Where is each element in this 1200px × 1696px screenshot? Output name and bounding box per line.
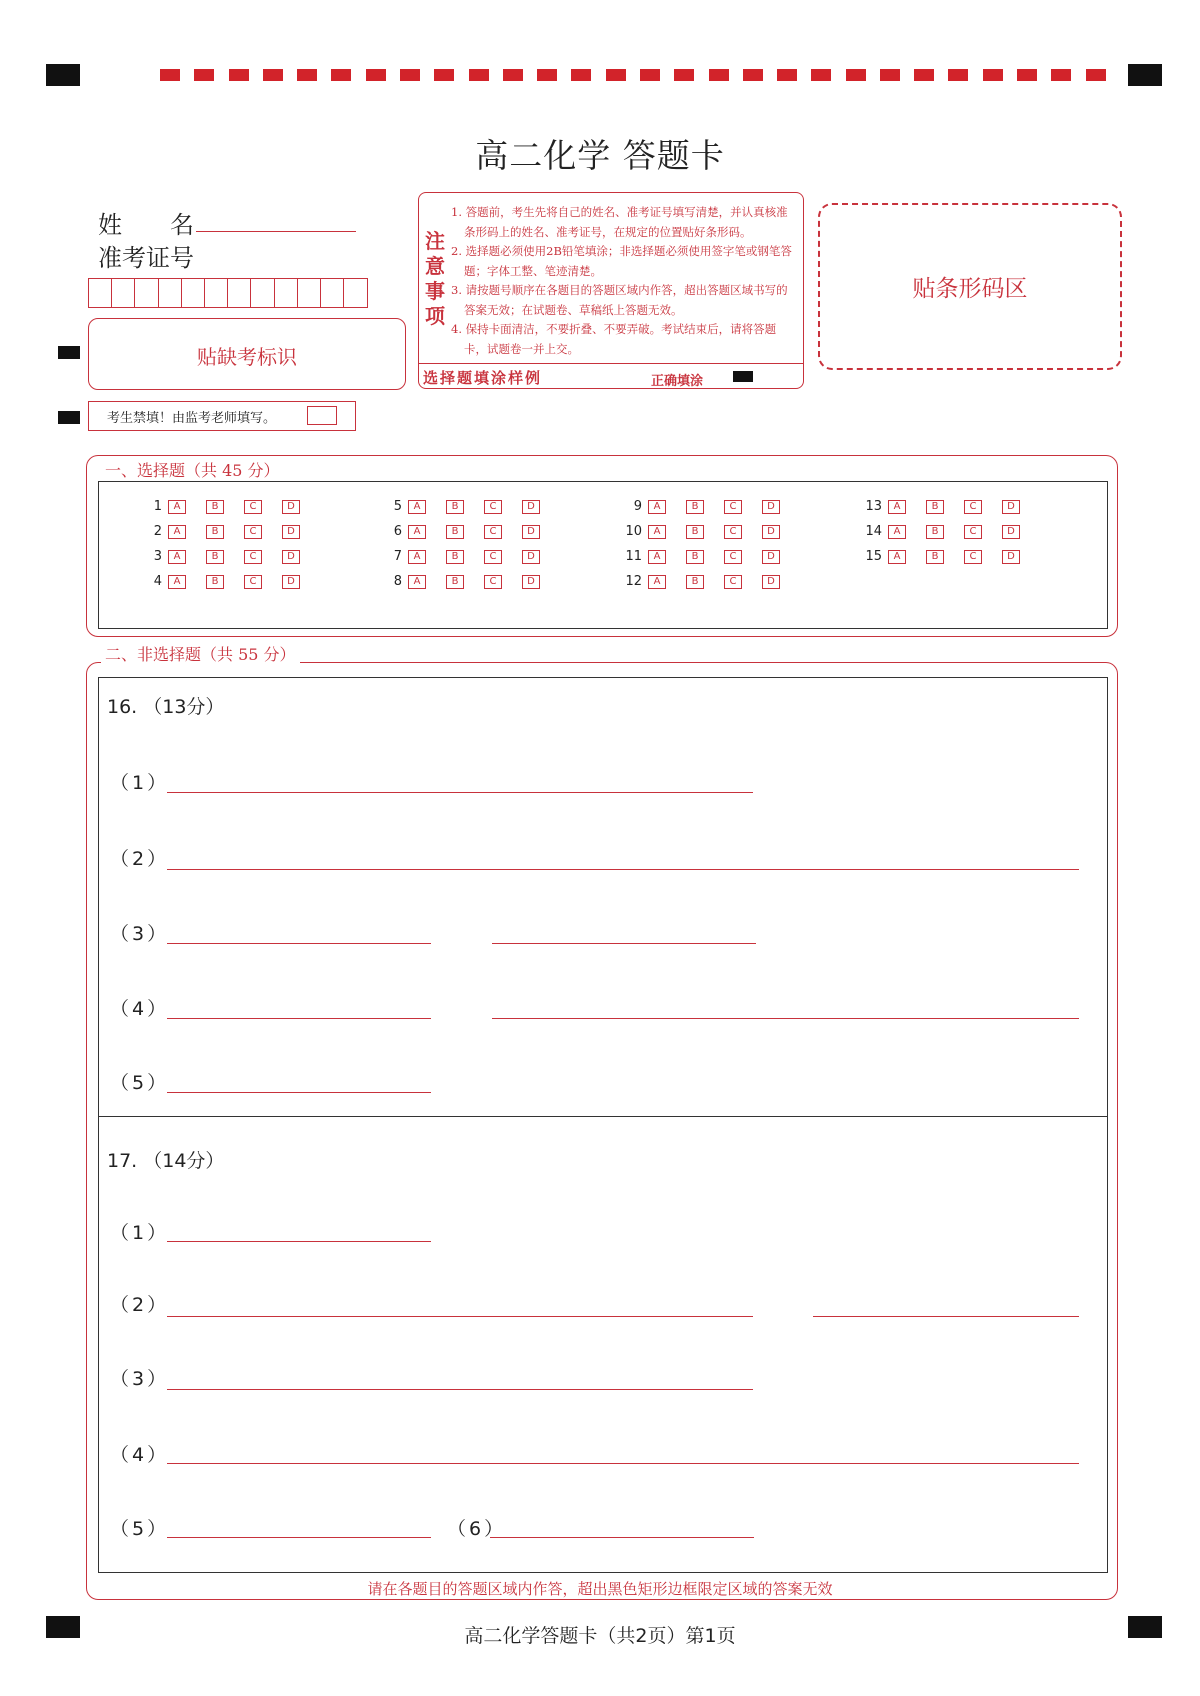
option-b-bubble[interactable]: B — [686, 575, 704, 589]
id-digit-cell[interactable] — [344, 279, 367, 307]
id-number-grid[interactable] — [88, 278, 368, 308]
option-a-bubble[interactable]: A — [408, 575, 426, 589]
q17-2a-answer-line[interactable] — [167, 1316, 753, 1317]
option-a-bubble[interactable]: A — [168, 575, 186, 589]
notice-item: 4. 保持卡面清洁，不要折叠、不要弄破。考试结束后，请将答题卡，试题卷一并上交。 — [451, 322, 777, 356]
q17-sub-5-label: （5） — [110, 1518, 170, 1540]
page-number: 高二化学答题卡（共2页）第1页 — [464, 1625, 736, 1647]
choice-question-14 — [860, 524, 1040, 539]
timing-dash — [434, 69, 454, 81]
option-d-bubble[interactable]: D — [522, 500, 540, 514]
q16-4a-answer-line[interactable] — [167, 1018, 431, 1019]
footer-warning: 请在各题目的答题区域内作答，超出黑色矩形边框限定区域的答案无效 — [367, 1580, 833, 1598]
timing-dash — [983, 69, 1003, 81]
q16-sub-3-label: （3） — [110, 923, 170, 945]
choice-question-13 — [860, 499, 1040, 514]
notice-divider — [419, 363, 803, 364]
question-number: 12 — [625, 574, 642, 589]
q16-sub-1-label: （1） — [110, 772, 170, 794]
q16-1-answer-line[interactable] — [167, 792, 753, 793]
corner-mark-top-right — [1128, 64, 1162, 86]
question-number: 10 — [625, 524, 642, 539]
free-answer-area — [98, 677, 1108, 1573]
option-d-bubble[interactable]: D — [1002, 550, 1020, 564]
option-a-bubble[interactable]: A — [168, 550, 186, 564]
id-label: 准考证号 — [98, 244, 194, 272]
option-d-bubble[interactable]: D — [282, 500, 300, 514]
timing-dash — [229, 69, 249, 81]
option-a-bubble[interactable]: A — [648, 550, 666, 564]
option-c-bubble[interactable]: C — [484, 575, 502, 589]
proctor-note-box — [88, 401, 356, 431]
option-d-bubble[interactable]: D — [522, 550, 540, 564]
option-c-bubble[interactable]: C — [244, 550, 262, 564]
choice-question-15 — [860, 549, 1040, 564]
q17-3-answer-line[interactable] — [167, 1389, 753, 1390]
q16-2-answer-line[interactable] — [167, 869, 1079, 870]
q17-sub-1-label: （1） — [110, 1222, 170, 1244]
timing-dash — [914, 69, 934, 81]
choice-question-2 — [140, 524, 320, 539]
section2-title: 二、非选择题（共 55 分） — [101, 642, 300, 665]
q17-sub-4-label: （4） — [110, 1444, 170, 1466]
timing-dash — [400, 69, 420, 81]
timing-dash — [194, 69, 214, 81]
id-digit-cell[interactable] — [159, 279, 182, 307]
id-digit-cell[interactable] — [228, 279, 251, 307]
option-b-bubble[interactable]: B — [446, 500, 464, 514]
option-b-bubble[interactable]: B — [446, 575, 464, 589]
option-a-bubble[interactable]: A — [888, 550, 906, 564]
option-c-bubble[interactable]: C — [724, 500, 742, 514]
choice-question-8 — [380, 574, 560, 589]
question-number: 11 — [625, 549, 642, 564]
id-digit-cell[interactable] — [112, 279, 135, 307]
missing-exam-label: 贴缺考标识 — [197, 345, 297, 369]
option-b-bubble[interactable]: B — [686, 525, 704, 539]
q16-3a-answer-line[interactable] — [167, 943, 431, 944]
id-digit-cell[interactable] — [321, 279, 344, 307]
option-b-bubble[interactable]: B — [446, 525, 464, 539]
question-number: 14 — [865, 524, 882, 539]
choice-question-6 — [380, 524, 560, 539]
option-c-bubble[interactable]: C — [484, 550, 502, 564]
question-number: 1 — [153, 499, 162, 514]
choice-question-5 — [380, 499, 560, 514]
option-c-bubble[interactable]: C — [244, 500, 262, 514]
option-c-bubble[interactable]: C — [724, 525, 742, 539]
option-b-bubble[interactable]: B — [446, 550, 464, 564]
option-b-bubble[interactable]: B — [926, 550, 944, 564]
timing-dash — [503, 69, 523, 81]
choice-question-9 — [620, 499, 800, 514]
option-a-bubble[interactable]: A — [648, 525, 666, 539]
choice-question-12 — [620, 574, 800, 589]
timing-dash — [160, 69, 180, 81]
choice-question-3 — [140, 549, 320, 564]
timing-dash — [263, 69, 283, 81]
timing-dash — [948, 69, 968, 81]
option-d-bubble[interactable]: D — [282, 575, 300, 589]
option-d-bubble[interactable]: D — [1002, 500, 1020, 514]
missing-exam-sticker-area — [88, 318, 406, 390]
id-digit-cell[interactable] — [275, 279, 298, 307]
option-c-bubble[interactable]: C — [484, 525, 502, 539]
id-digit-cell[interactable] — [182, 279, 205, 307]
question-number: 7 — [393, 549, 402, 564]
notice-item: 1. 答题前，考生先将自己的姓名、准考证号填写清楚，并认真核准条形码上的姓名、准考证号，在规定的位置贴好条形码。 — [451, 205, 788, 239]
q16-5-answer-line[interactable] — [167, 1092, 431, 1093]
correct-fill-sample — [733, 371, 753, 382]
timing-dash — [674, 69, 694, 81]
timing-dash — [297, 69, 317, 81]
choice-question-11 — [620, 549, 800, 564]
option-b-bubble[interactable]: B — [686, 550, 704, 564]
notice-heading: 注意事项 — [425, 229, 445, 328]
q16-sub-4-label: （4） — [110, 998, 170, 1020]
section1-title: 一、选择题（共 45 分） — [101, 458, 284, 481]
timing-dash — [709, 69, 729, 81]
timing-dash — [469, 69, 489, 81]
id-digit-cell[interactable] — [205, 279, 228, 307]
question-number: 15 — [865, 549, 882, 564]
option-d-bubble[interactable]: D — [282, 550, 300, 564]
option-a-bubble[interactable]: A — [168, 500, 186, 514]
corner-mark-top-left — [46, 64, 80, 86]
notice-item: 2. 选择题必须使用2B铅笔填涂；非选择题必须使用签字笔或钢笔答题；字体工整、笔迹清楚。 — [451, 244, 792, 278]
timing-dash — [880, 69, 900, 81]
question-number: 13 — [865, 499, 882, 514]
timing-dash-row — [160, 69, 1106, 81]
question-number: 2 — [153, 524, 162, 539]
option-c-bubble[interactable]: C — [724, 550, 742, 564]
q16-4b-answer-line[interactable] — [492, 1018, 1079, 1019]
option-b-bubble[interactable]: B — [686, 500, 704, 514]
option-b-bubble[interactable]: B — [926, 500, 944, 514]
side-mark-1 — [58, 346, 80, 359]
q17-title: 17. （14分） — [107, 1150, 225, 1172]
option-a-bubble[interactable]: A — [408, 500, 426, 514]
option-d-bubble[interactable]: D — [522, 525, 540, 539]
q17-sub-3-label: （3） — [110, 1368, 170, 1390]
question-number: 3 — [153, 549, 162, 564]
timing-dash — [777, 69, 797, 81]
q17-sub-2-label: （2） — [110, 1294, 170, 1316]
option-a-bubble[interactable]: A — [408, 525, 426, 539]
option-b-bubble[interactable]: B — [206, 550, 224, 564]
timing-dash — [1017, 69, 1037, 81]
option-c-bubble[interactable]: C — [484, 500, 502, 514]
name-label: 姓 名 — [98, 211, 194, 239]
option-a-bubble[interactable]: A — [888, 525, 906, 539]
option-d-bubble[interactable]: D — [762, 500, 780, 514]
choice-question-10 — [620, 524, 800, 539]
proctor-note-text: 考生禁填！由监考老师填写。 — [107, 411, 277, 426]
option-c-bubble[interactable]: C — [964, 500, 982, 514]
option-d-bubble[interactable]: D — [522, 575, 540, 589]
correct-fill-label: 正确填涂 — [651, 374, 704, 389]
timing-dash — [640, 69, 660, 81]
q16-title: 16. （13分） — [107, 696, 225, 718]
q16-sub-5-label: （5） — [110, 1072, 170, 1094]
question-number: 5 — [393, 499, 402, 514]
question-number: 8 — [393, 574, 402, 589]
option-a-bubble[interactable]: A — [408, 550, 426, 564]
id-digit-cell[interactable] — [89, 279, 112, 307]
timing-dash — [537, 69, 557, 81]
notice-list — [451, 203, 796, 359]
q17-4-answer-line[interactable] — [167, 1463, 1079, 1464]
q16-sub-2-label: （2） — [110, 848, 170, 870]
option-b-bubble[interactable]: B — [926, 525, 944, 539]
proctor-mark-box[interactable] — [307, 406, 337, 425]
fill-example-label: 选择题填涂样例 — [423, 369, 543, 387]
q17-sub-6-label: （6） — [447, 1518, 507, 1540]
option-a-bubble[interactable]: A — [888, 500, 906, 514]
option-b-bubble[interactable]: B — [206, 575, 224, 589]
option-a-bubble[interactable]: A — [168, 525, 186, 539]
timing-dash — [331, 69, 351, 81]
option-a-bubble[interactable]: A — [648, 575, 666, 589]
question-number: 9 — [633, 499, 642, 514]
page-title: 高二化学 答题卡 — [475, 136, 725, 175]
id-digit-cell[interactable] — [135, 279, 158, 307]
choice-question-1 — [140, 499, 320, 514]
option-c-bubble[interactable]: C — [964, 525, 982, 539]
timing-dash — [1086, 69, 1106, 81]
id-digit-cell[interactable] — [298, 279, 321, 307]
option-b-bubble[interactable]: B — [206, 500, 224, 514]
barcode-label: 贴条形码区 — [912, 276, 1028, 302]
side-mark-2 — [58, 411, 80, 424]
choice-question-7 — [380, 549, 560, 564]
option-a-bubble[interactable]: A — [648, 500, 666, 514]
timing-dash — [811, 69, 831, 81]
timing-dash — [743, 69, 763, 81]
option-c-bubble[interactable]: C — [964, 550, 982, 564]
id-digit-cell[interactable] — [251, 279, 274, 307]
timing-dash — [606, 69, 626, 81]
q17-6-answer-line[interactable] — [490, 1537, 754, 1538]
choice-question-4 — [140, 574, 320, 589]
option-b-bubble[interactable]: B — [206, 525, 224, 539]
timing-dash — [846, 69, 866, 81]
q17-5-answer-line[interactable] — [167, 1537, 431, 1538]
notice-box — [418, 192, 804, 389]
question-number: 4 — [153, 574, 162, 589]
q17-1-answer-line[interactable] — [167, 1241, 431, 1242]
question-divider — [98, 1116, 1108, 1117]
option-d-bubble[interactable]: D — [1002, 525, 1020, 539]
option-d-bubble[interactable]: D — [762, 525, 780, 539]
barcode-area — [818, 203, 1122, 370]
timing-dash — [1051, 69, 1071, 81]
option-c-bubble[interactable]: C — [244, 575, 262, 589]
timing-dash — [366, 69, 386, 81]
name-field-line[interactable] — [196, 231, 356, 232]
option-c-bubble[interactable]: C — [244, 525, 262, 539]
timing-dash — [571, 69, 591, 81]
notice-item: 3. 请按题号顺序在各题目的答题区域内作答，超出答题区域书写的答案无效；在试题卷、草稿纸上答题无效。 — [451, 283, 788, 317]
option-d-bubble[interactable]: D — [762, 550, 780, 564]
q16-3b-answer-line[interactable] — [492, 943, 756, 944]
option-d-bubble[interactable]: D — [282, 525, 300, 539]
q17-2b-answer-line[interactable] — [813, 1316, 1079, 1317]
option-c-bubble[interactable]: C — [724, 575, 742, 589]
option-d-bubble[interactable]: D — [762, 575, 780, 589]
question-number: 6 — [393, 524, 402, 539]
